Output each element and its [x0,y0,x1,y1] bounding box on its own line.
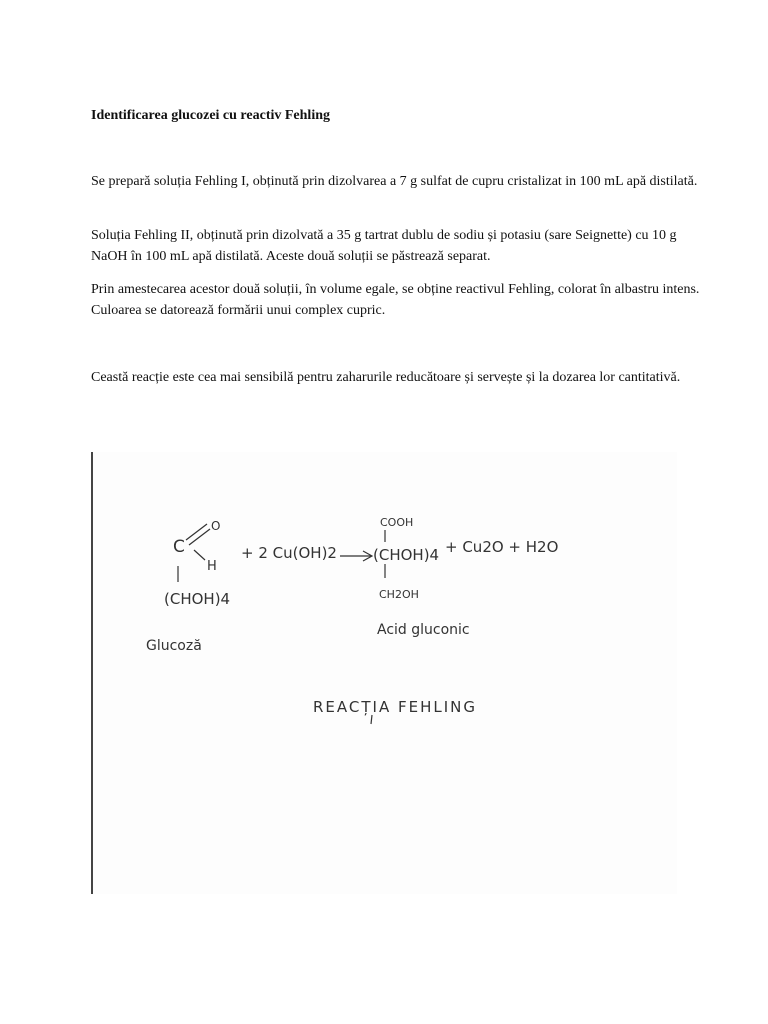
product-name: Acid gluconic [377,622,470,638]
document-title: Identificarea glucozei cu reactiv Fehling [91,108,330,123]
double-bond-line-2 [189,529,210,545]
bond-to-h [194,550,205,560]
paragraph-sensitivity: Ceastă reacție este cea mai sensibilă pentru zaharurile reducătoare și servește și la dozarea lor cantitativă. [91,370,681,385]
paragraph-reagent-mixing: Prin amestecarea acestor două soluții, în volume egale, se obține reactivul Fehling, colorat în albastru intens. Culoarea se datorează formării unui complex cupric. [91,282,700,318]
handwritten-reaction-scan [91,452,677,894]
reactant-chain: (CHOH)4 [164,590,231,608]
caption-tick [371,715,372,724]
product-bottom-group: CH2OH [379,588,419,601]
byproducts-text: + Cu2O + H2O [445,538,559,556]
reagent-text: + 2 Cu(OH)2 [241,544,337,562]
double-bond-line-1 [186,524,207,540]
aldehyde-hydrogen: H [207,559,217,574]
paragraph-fehling-2: Soluția Fehling II, obținută prin dizolvată a 35 g tartrat dublu de sodiu și potasiu (sare Seignette) cu 10 g NaOH în 100 mL apă distilată. Aceste două soluții se păstrează separat. [91,228,677,264]
reaction-drawing [91,452,677,894]
reaction-caption: REACȚIA FEHLING [313,698,477,716]
paragraph-fehling-1: Se prepară soluția Fehling I, obținută prin dizolvarea a 7 g sulfat de cupru cristalizat in 100 mL apă distilată. [91,174,698,189]
aldehyde-carbon: C [173,537,185,557]
product-top-group: COOH [380,516,414,529]
aldehyde-oxygen: O [211,519,221,533]
product-chain: (CHOH)4 [373,546,440,564]
reactant-name: Glucoză [146,638,202,654]
